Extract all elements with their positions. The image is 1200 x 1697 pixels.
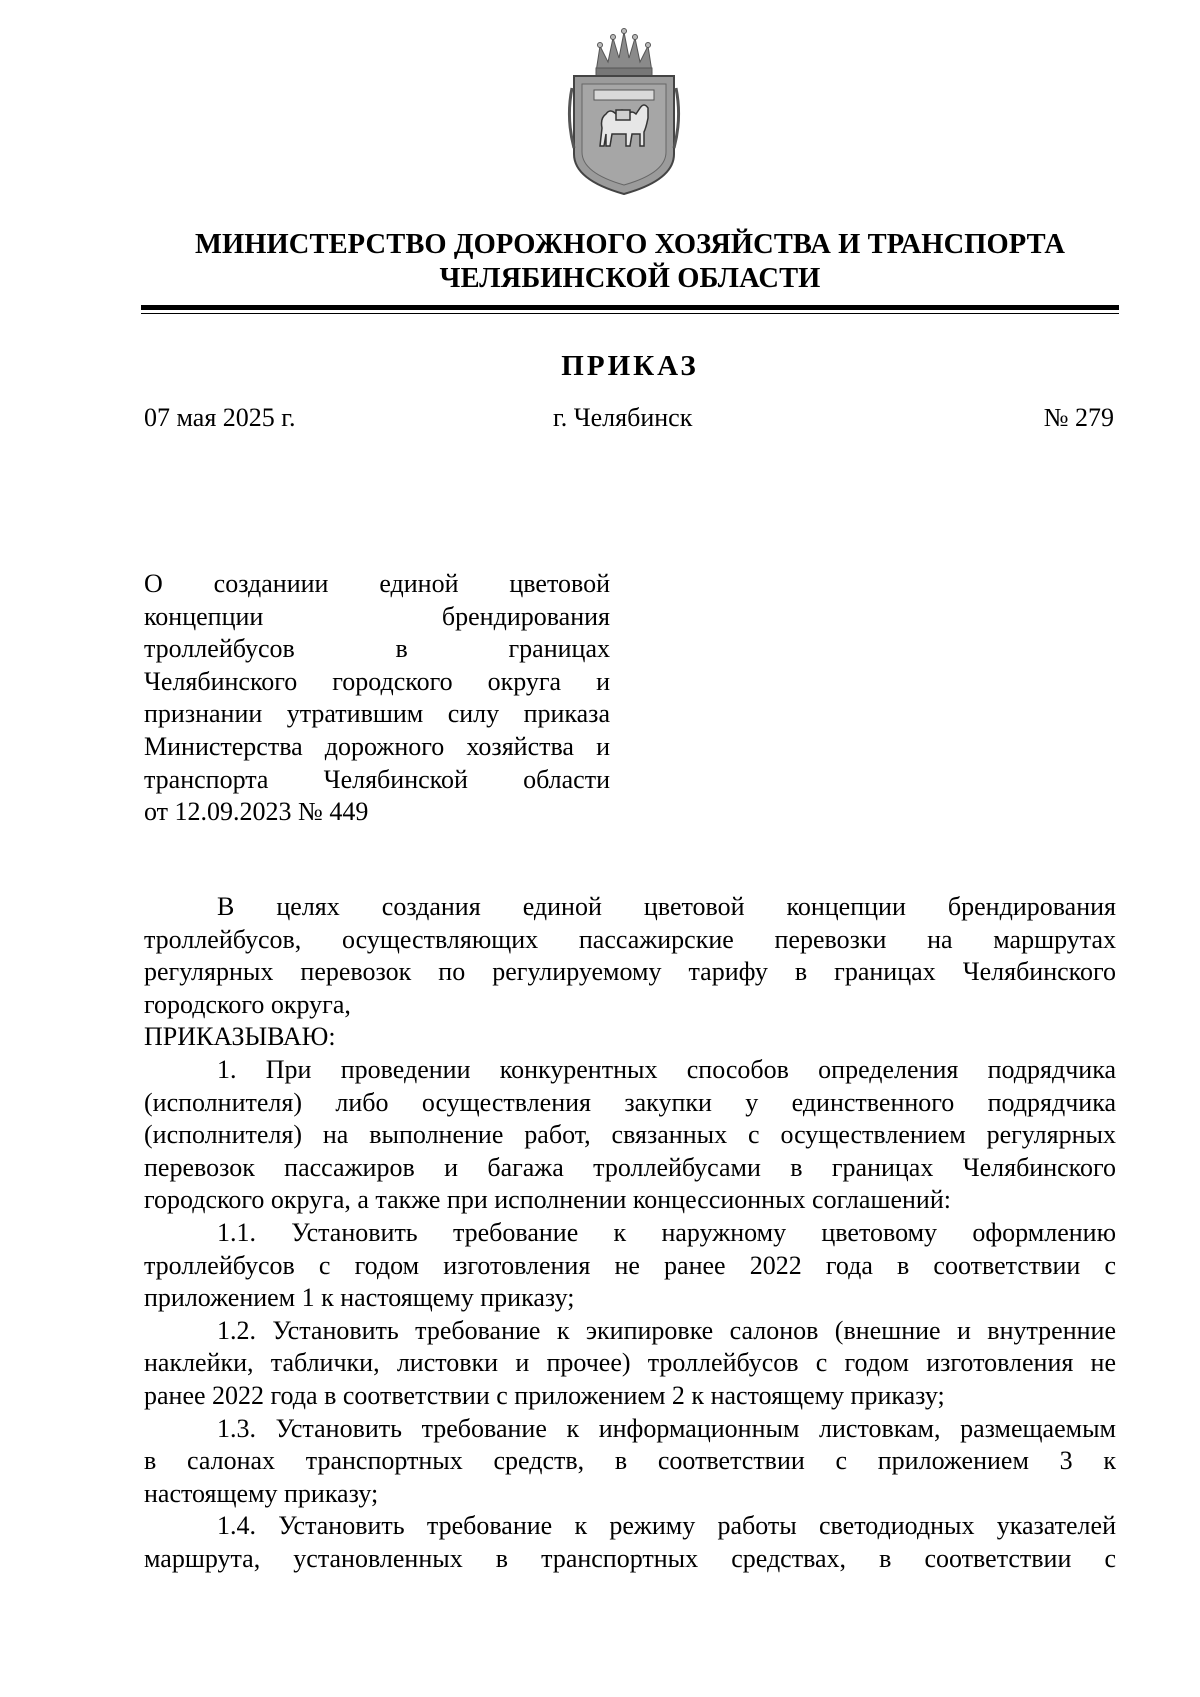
subject-line: Министерства дорожного хозяйства и bbox=[144, 731, 610, 761]
document-subject bbox=[144, 568, 610, 829]
body-line: наклейки, таблички, листовки и прочее) троллейбусов с годом изготовления не bbox=[144, 1348, 1116, 1378]
subject-line: признании утратившим силу приказа bbox=[144, 699, 610, 729]
header-rule-thin bbox=[141, 313, 1119, 314]
ministry-name bbox=[140, 228, 1120, 296]
crown-icon bbox=[596, 29, 652, 77]
body-line: городского округа, а также при исполнении концессионных соглашений: bbox=[144, 1185, 951, 1215]
document-type: ПРИКАЗ bbox=[561, 350, 699, 382]
header-rule-thick bbox=[141, 305, 1119, 310]
item-1-3-paragraph bbox=[144, 1413, 1116, 1511]
body-line: перевозок пассажиров и багажа троллейбусами в границах Челябинского bbox=[144, 1152, 1116, 1182]
document-city: г. Челябинск bbox=[553, 403, 693, 432]
body-line: (исполнителя) либо осуществления закупки у единственного подрядчика bbox=[144, 1087, 1116, 1117]
body-line: ранее 2022 года в соответствии с приложением 2 к настоящему приказу; bbox=[144, 1380, 945, 1410]
body-line: троллейбусов с годом изготовления не ранее 2022 года в соответствии с bbox=[144, 1250, 1116, 1280]
subject-line: Челябинского городского округа и bbox=[144, 666, 610, 696]
document-date: 07 мая 2025 г. bbox=[144, 403, 296, 432]
body-line: 1.1. Установить требование к наружному цветовому оформлению bbox=[217, 1217, 1116, 1247]
item-1-1-paragraph bbox=[144, 1217, 1116, 1315]
body-line: троллейбусов, осуществляющих пассажирские перевозки на маршрутах bbox=[144, 924, 1116, 954]
subject-line: О созданиии единой цветовой bbox=[144, 569, 610, 598]
body-line: маршрута, установленных в транспортных средствах, в соответствии с bbox=[144, 1543, 1116, 1573]
subject-line: от 12.09.2023 № 449 bbox=[144, 797, 369, 827]
ministry-name-line-1: МИНИСТЕРСТВО ДОРОЖНОГО ХОЗЯЙСТВА И ТРАНСПОРТА bbox=[194, 229, 1066, 260]
body-line: регулярных перевозок по регулируемому тарифу в границах Челябинского bbox=[144, 957, 1116, 987]
body-line: приложением 1 к настоящему приказу; bbox=[144, 1283, 575, 1313]
subject-line: троллейбусов в границах bbox=[144, 634, 610, 664]
item-1-4-paragraph bbox=[144, 1510, 1116, 1575]
body-line: 1. При проведении конкурентных способов определения подрядчика bbox=[217, 1054, 1116, 1084]
body-line: городского округа, bbox=[144, 989, 351, 1019]
body-line: В целях создания единой цветовой концепции брендирования bbox=[217, 892, 1116, 921]
body-line: 1.2. Установить требование к экипировке салонов (внешние и внутренние bbox=[217, 1315, 1116, 1345]
body-line: 1.3. Установить требование к информационным листовкам, размещаемым bbox=[217, 1413, 1116, 1443]
document-number: № 279 bbox=[1043, 403, 1114, 432]
order-word: ПРИКАЗЫВАЮ: bbox=[144, 1022, 336, 1052]
ministry-name-line-2: ЧЕЛЯБИНСКОЙ ОБЛАСТИ bbox=[439, 263, 821, 294]
item-1-paragraph bbox=[144, 1054, 1116, 1217]
document-body bbox=[144, 891, 1116, 1575]
subject-line: концепции брендирования bbox=[144, 601, 610, 631]
body-line: в салонах транспортных средств, в соответствии с приложением 3 к bbox=[144, 1446, 1116, 1476]
preamble-paragraph bbox=[144, 891, 1116, 1021]
order-word-paragraph bbox=[144, 1021, 1116, 1054]
item-1-2-paragraph bbox=[144, 1315, 1116, 1413]
coat-of-arms-emblem bbox=[566, 28, 682, 198]
body-line: 1.4. Установить требование к режиму работы светодиодных указателей bbox=[217, 1511, 1116, 1541]
subject-line: транспорта Челябинской области bbox=[144, 764, 610, 794]
body-line: (исполнителя) на выполнение работ, связанных с осуществлением регулярных bbox=[144, 1120, 1116, 1150]
body-line: настоящему приказу; bbox=[144, 1478, 379, 1508]
